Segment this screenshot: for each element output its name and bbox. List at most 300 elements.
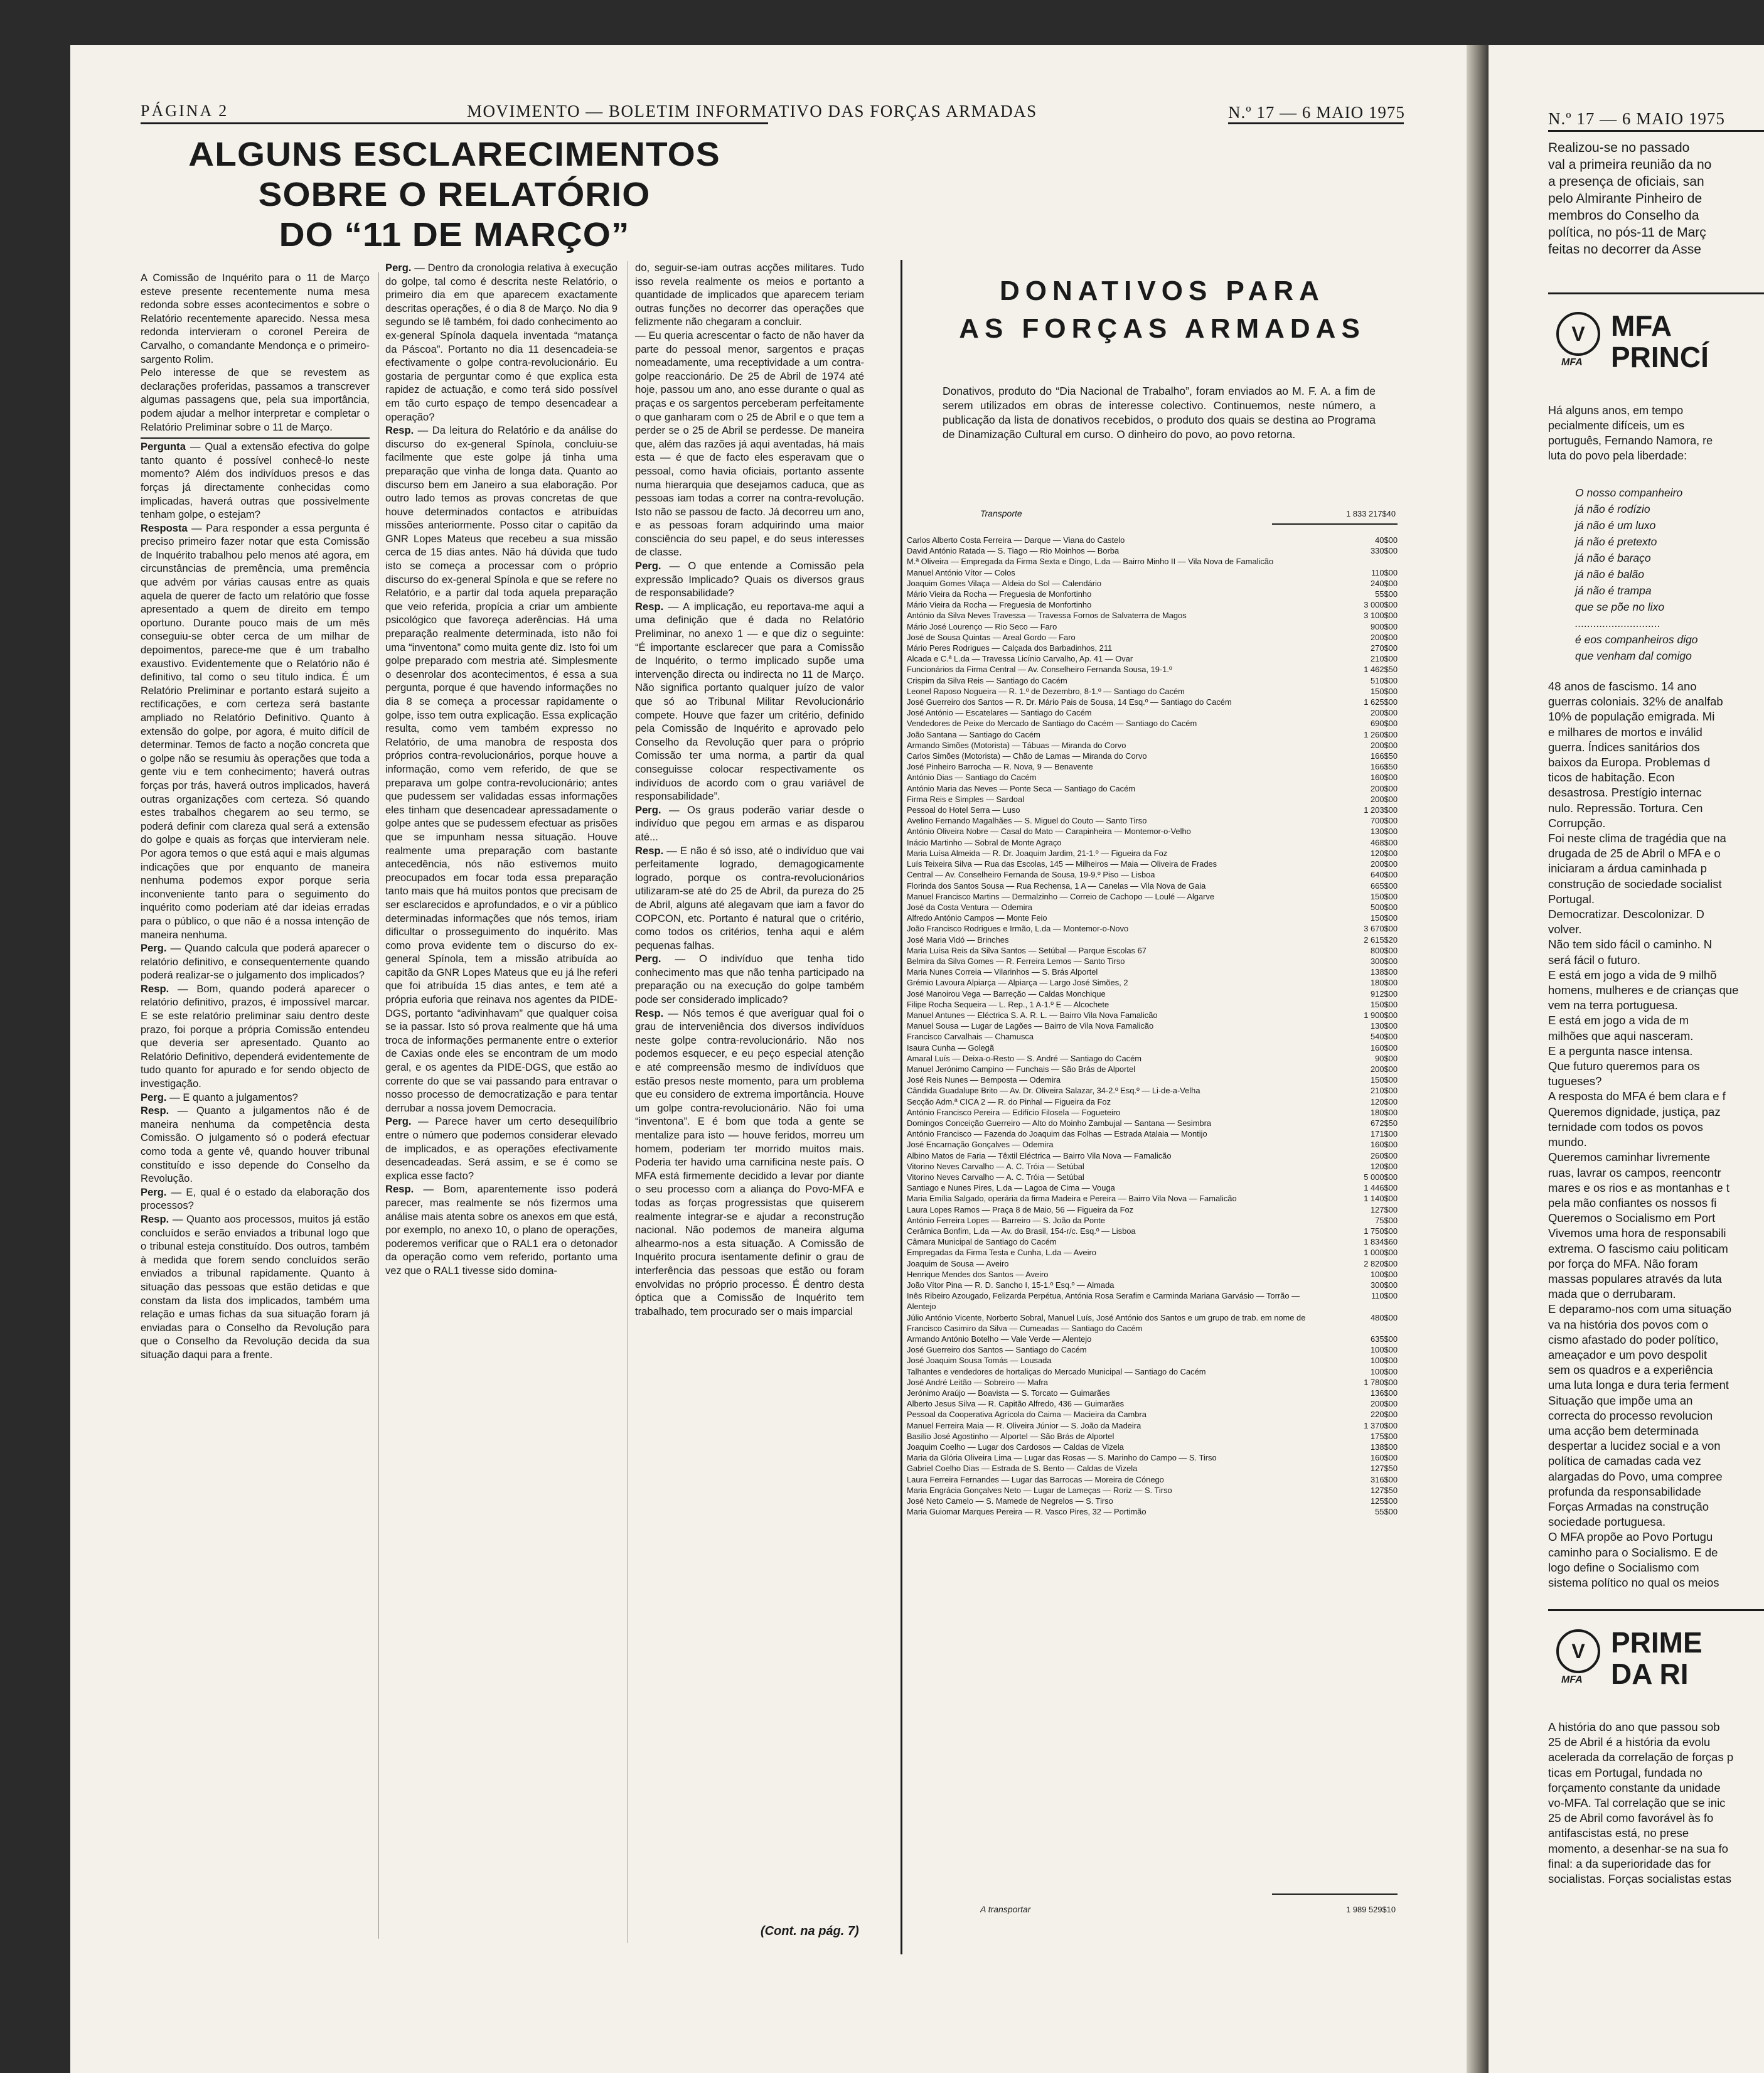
text-line: política, no pós-11 de Març xyxy=(1548,225,1706,240)
text-line: forçamento constante da unidade xyxy=(1548,1781,1721,1794)
right-newspaper-page xyxy=(1489,45,1764,2073)
donation-row xyxy=(907,751,1398,761)
header-rule-left xyxy=(141,122,768,124)
text-line: A resposta do MFA é bem clara e f xyxy=(1548,1090,1726,1103)
mfa-logo-caption: MFA xyxy=(1561,1674,1583,1685)
donation-row xyxy=(907,988,1398,999)
donation-row xyxy=(907,761,1398,772)
donation-row xyxy=(907,1139,1398,1150)
text-line: drugada de 25 de Abril o MFA e o xyxy=(1548,847,1721,860)
text-line: volver. xyxy=(1548,923,1582,936)
donation-amount: 55$00 xyxy=(1375,1507,1398,1517)
donation-row xyxy=(907,1409,1398,1420)
text-line: mares e os rios e as montanhas e t xyxy=(1548,1181,1729,1194)
donation-amount: 690$00 xyxy=(1370,719,1398,729)
qa-lead: Perg. xyxy=(141,1091,167,1103)
transport-rule xyxy=(1272,523,1398,525)
qa-text: — Parece haver um certo desequilíbrio entre o número que podemos considerar elevado de implicados, e as operações efectivamente desencadeadas. Será assim, e se é como se explica esse facto? xyxy=(385,1115,617,1182)
mfa-section-1 xyxy=(1556,312,1600,368)
text-line: vo-MFA. Tal correlação que se inic xyxy=(1548,1796,1726,1810)
qa-text: — A implicação, eu reportava-me aqui a uma definição que é dada no Relatório Preliminar, no anexo 1 — e que diz o seguinte: “É importante esclarecer que para a Comissão de Inquérito, o termo implicado supõe uma intervenção directa ou indirecta no 11 de Março. Não significa portanto qualquer juízo de valor que só ao Tribunal Militar Revolucionário compete. Houve que fazer um critério, definido pela Comissão de Inquérito e aprovado pelo Conselho da Revolução quer para o próprio Comissão ter uma norma, a partir da qual conseguisse colocar respectivamente os indivíduos de acordo com o grau variável de responsabilidade”. xyxy=(635,600,864,803)
qa-paragraph xyxy=(385,1115,617,1182)
donor-name: Joaquim Coelho — Lugar dos Cardosos — Caldas de Vizela xyxy=(907,1442,1124,1452)
transport-label: Transporte xyxy=(980,508,1022,518)
to-transport-amount: 1 989 529$10 xyxy=(1346,1905,1396,1914)
donor-name: José de Sousa Quintas — Areal Gordo — Faro xyxy=(907,632,1076,642)
donor-name: Santiago e Nunes Pires, L.da — Lagoa de Cima — Vouga xyxy=(907,1183,1115,1193)
qa-lead: Resp. xyxy=(635,1007,664,1019)
donor-name: António Oliveira Nobre — Casal do Mato — Carapinheira — Montemor-o-Velho xyxy=(907,827,1191,837)
qa-paragraph xyxy=(141,1213,370,1362)
qa-lead: Resp. xyxy=(141,982,169,995)
donor-name: Maria Luísa Reis da Silva Santos — Setúbal — Parque Escolas 67 xyxy=(907,945,1147,955)
donor-name: Laura Lopes Ramos — Praça 8 de Maio, 56 — Figueira da Foz xyxy=(907,1204,1134,1214)
donation-row xyxy=(907,805,1398,815)
article-column-2 xyxy=(385,261,617,1943)
qa-lead: Pergunta xyxy=(141,441,186,453)
donation-amount: 200$00 xyxy=(1370,859,1398,869)
donor-name: Manuel Jerónimo Campino — Funchais — São Brás de Alportel xyxy=(907,1064,1135,1074)
donation-row xyxy=(907,686,1398,697)
qa-text: — Os graus poderão variar desde o indivíduo que pegou em armas e as disparou até... xyxy=(635,803,864,843)
text-line: já não é trampa xyxy=(1575,584,1652,597)
donation-row xyxy=(907,599,1398,610)
donation-amount: 700$00 xyxy=(1370,816,1398,826)
donation-amount: 900$00 xyxy=(1370,621,1398,631)
qa-text: — Nós temos é que averiguar qual foi o grau de interveniência dos diversos indivíduos neste golpe contra-revolucionário. Não nos podemos esquecer, e eu peço especial atenção e até compreensão mesmo de indivíduos que estão presos neste momento, para um problema que eu considero de extrema importância. Houve um golpe contra-revolucionário. Não foi uma “inventona”. E é bom que toda a gente se mentalize para isto — houve feridos, morreu um homem, poderiam ter morrido muitos mais. Poderia ter havido uma carnificina neste país. O MFA está firmemente decidido a levar por diante o seu processo com a aliança do Povo-MFA e todas as forças progressistas que quiserem realmente integrar-se e ajudar a reconstrução nacional. Não podemos de maneira alguma alhearmo-nos a esta situação. A Comissão de Inquérito procura isentamente definir o grau de interferência das pessoas que estão ou foram envolvidas no próprio processo. É dentro desta óptica que a Comissão de Inquérito tem trabalhado, tem procurado ser o mais imparcial xyxy=(635,1007,864,1317)
qa-lead: Perg. xyxy=(385,1115,412,1128)
text-line: vem na terra portuguesa. xyxy=(1548,999,1678,1012)
mfa-title-line: PRINCÍ xyxy=(1611,341,1709,373)
donor-name: Isaura Cunha — Golegã xyxy=(907,1042,995,1053)
text-line: que se põe no lixo xyxy=(1575,601,1665,613)
donor-name: Manuel Ferreira Maia — R. Oliveira Júnior — S. João da Madeira xyxy=(907,1420,1141,1430)
donor-name: Laura Ferreira Fernandes — Lugar das Barrocas — Moreira de Cónego xyxy=(907,1474,1164,1484)
donation-row xyxy=(907,1010,1398,1020)
text-line: Situação que impõe uma an xyxy=(1548,1393,1693,1407)
text-line: uma acção bem determinada xyxy=(1548,1423,1699,1437)
donor-name: João Santana — Santiago do Cacém xyxy=(907,729,1040,739)
donation-amount: 672$50 xyxy=(1370,1118,1398,1128)
mfa-section-2-body xyxy=(1548,1720,1764,1887)
donation-amount: 40$00 xyxy=(1375,535,1398,545)
donation-row xyxy=(907,1053,1398,1064)
donation-row xyxy=(907,1355,1398,1366)
issue-date: N.º 17 — 6 MAIO 1975 xyxy=(1228,103,1405,122)
donation-row xyxy=(907,1247,1398,1258)
donation-amount: 1 203$00 xyxy=(1364,805,1398,815)
donation-row xyxy=(907,1334,1398,1344)
donation-amount: 160$00 xyxy=(1370,1042,1398,1053)
qa-block-col2 xyxy=(385,261,617,1278)
donation-row xyxy=(907,632,1398,643)
donation-amount: 160$00 xyxy=(1370,1453,1398,1463)
text-line: Queremos caminhar livremente xyxy=(1548,1150,1711,1164)
donation-amount: 120$00 xyxy=(1370,848,1398,858)
qa-lead: Resposta xyxy=(141,522,188,534)
article-column-3 xyxy=(635,261,864,1918)
donor-name: Manuel António Vítor — Colos xyxy=(907,567,1015,577)
donation-row xyxy=(907,589,1398,599)
donation-amount: 912$00 xyxy=(1370,988,1398,999)
donation-amount: 1 140$00 xyxy=(1364,1194,1398,1204)
donation-row xyxy=(907,1226,1398,1236)
text-line: Não tem sido fácil o caminho. N xyxy=(1548,938,1713,951)
text-line: já não é baraço xyxy=(1575,552,1651,564)
donation-row xyxy=(907,664,1398,675)
intro-paragraph: Pelo interesse de que se revestem as declarações proferidas, passamos a transcrever algumas passagens que, pela sua importância, podem ajudar a melhor interpretar e completar o Relatório Preliminar sobre o 11 de Março. xyxy=(141,367,370,433)
donation-row xyxy=(907,1215,1398,1226)
donation-amount: 1 446$00 xyxy=(1364,1183,1398,1193)
qa-paragraph xyxy=(635,803,864,844)
qa-lead: Perg. xyxy=(385,262,412,274)
text-line: já não é rodízio xyxy=(1575,503,1650,515)
donation-row xyxy=(907,881,1398,891)
donation-amount: 100$00 xyxy=(1370,1345,1398,1355)
donor-name: Crispim da Silva Reis — Santiago do Cacém xyxy=(907,675,1067,685)
donor-name: Alberto Jesus Silva — R. Capitão Alfredo, 436 — Guimarães xyxy=(907,1399,1125,1409)
donation-row xyxy=(907,869,1398,880)
donation-row xyxy=(907,837,1398,848)
text-line: já não é um luxo xyxy=(1575,519,1656,532)
text-line: Vivemos uma hora de responsabili xyxy=(1548,1226,1726,1240)
donation-row xyxy=(907,1344,1398,1355)
donor-name: José Manoirou Vega — Barreção — Caldas Monchique xyxy=(907,988,1106,999)
column-divider xyxy=(378,272,379,1939)
donor-name: José Guerreiro dos Santos — R. Dr. Mário Pais de Sousa, 14 Esq.º — Santiago do Cacém xyxy=(907,697,1232,707)
text-line: por força do MFA. Não foram xyxy=(1548,1256,1698,1270)
donation-row xyxy=(907,1172,1398,1182)
qa-lead: Perg. xyxy=(635,560,661,572)
donation-row xyxy=(907,1312,1398,1334)
donor-name: Alcada e C.ª L.da — Travessa Licínio Carvalho, Ap. 41 — Ovar xyxy=(907,654,1133,664)
donor-name: Maria Guiomar Marques Pereira — R. Vasco Pires, 32 — Portimão xyxy=(907,1507,1147,1517)
donation-amount: 127$50 xyxy=(1370,1485,1398,1495)
donation-amount: 100$00 xyxy=(1370,1356,1398,1366)
qa-text: — Da leitura do Relatório e da análise do discurso do ex-general Spínola, concluiu-se facilmente que este golpe já tinha uma preparação que vinha de longa data. Quanto ao discurso bem em Janeiro a sua elaboração. Por outro lado temos as provas concretas de que houve determinados contactos e atribuídas missões anteriormente. Posso citar o capitão da GNR Lopes Mateus que recebeu a sua missão cerca de 15 dias antes. Não há dúvida que tudo isto se começa a processar com o próprio discurso do ex-general Spínola e que se refere no Relatório, e a partir dal toda aquela preparação que veio referida, propícia a criar um ambiente psicológico que favoreça aderências. Há uma preparação realmente determinada, isto não foi uma “inventona” como muita gente diz. Isto foi um golpe preparado com mestria até. Simplesmente o desenrolar dos acontecimentos, é essa a sua pergunta, porque é que havendo informações no dia 8 se começa a processar rapidamente o golpe, isso tem outra explicação. Essa explicação resulta, como vem também expresso no Relatório, de uma manobra de resposta dos próprios contra-revolucionários, porque houve a informação, como vem referido, de que se preparava um golpe contra-revolucionário; antes que pudessem ser validadas essas informações eles tinham que desencadear apressadamente o golpe antes que se pudessem efectuar as prisões que se impunham nessa situação. Houve realmente uma preparação com bastante antecedência, nós não estivemos muito preocupados em focar toda essa preparação tanto mais que há muitos pontos que precisam de ser esclarecidos e aprofundados, e o vir a público determinadas informações que nós temos, iriam dificultar o prosseguimento do inquérito. Mas como prova evidente tem o discurso do ex-general Spínola, tem a missão atribuída ao capitão da GNR Lopes Mateus que eu já lhe referi que foi atribuída 15 dias antes, e tem até a própria euforia que reinava nos agentes da PIDE-DGS, portanto “adivinhavam” que qualquer coisa se ia passar. Isto só prova realmente que há uma troca de informações permanente entre o exterior de Caxias onde eles se encontram de um modo geral, e os agentes da PIDE-DGS, que estão ao corrente do que se vai passando para entravar o nosso processo de democratização e para tentar derrubar a nossa jovem Democracia. xyxy=(385,424,617,1114)
qa-text: — E não é só isso, até o indivíduo que vai perfeitamente logrado, demagogicamente logrado, porque os contra-revolucionários utilizaram-se até do 25 de Abril, da pureza do 25 de Abril, alguns até alegavam que iam a favor do COPCON, etc. Portanto é natural que o critério, como todos os critérios, tenha aqui e além pequenas falhas. xyxy=(635,844,864,951)
donation-amount: 220$00 xyxy=(1370,1410,1398,1420)
donation-amount: 90$00 xyxy=(1375,1053,1398,1063)
donation-row xyxy=(907,1269,1398,1280)
donation-amount xyxy=(1354,556,1398,567)
mfa-logo-icon: V xyxy=(1556,1629,1600,1673)
donation-amount: 635$00 xyxy=(1370,1334,1398,1344)
text-line: ternidade com todos os povos xyxy=(1548,1120,1703,1133)
donor-name: José Pinheiro Barrocha — R. Nova, 9 — Benavente xyxy=(907,762,1093,772)
text-line: mada que o derrubaram. xyxy=(1548,1287,1676,1301)
donation-amount: 127$50 xyxy=(1370,1464,1398,1474)
mfa-title-line: MFA xyxy=(1611,309,1672,342)
donor-name: Belmira da Silva Gomes — R. Ferreira Lemos — Santo Tirso xyxy=(907,956,1125,966)
donor-name: António Ferreira Lopes — Barreiro — S. João da Ponte xyxy=(907,1215,1105,1225)
donation-amount: 75$00 xyxy=(1375,1215,1398,1225)
donation-row xyxy=(907,1064,1398,1074)
donations-list xyxy=(907,535,1398,1890)
article-column-1 xyxy=(141,271,370,1941)
qa-paragraph xyxy=(635,600,864,803)
text-line: A história do ano que passou sob xyxy=(1548,1720,1720,1733)
text-line: Realizou-se no passado xyxy=(1548,141,1690,155)
donation-row xyxy=(907,1463,1398,1474)
text-line: ............................ xyxy=(1575,617,1661,629)
section-divider xyxy=(901,260,902,1954)
mfa-section-2-title xyxy=(1611,1627,1703,1690)
mfa-section-1-intro xyxy=(1548,403,1764,463)
donation-amount: 130$00 xyxy=(1370,827,1398,837)
mfa-title-line: PRIME xyxy=(1611,1626,1703,1659)
donation-row xyxy=(907,913,1398,923)
donation-row xyxy=(907,1398,1398,1409)
donation-amount: 160$00 xyxy=(1370,773,1398,783)
transport-amount: 1 833 217$40 xyxy=(1346,509,1396,518)
donation-row xyxy=(907,783,1398,794)
donation-amount: 1 834$60 xyxy=(1364,1237,1398,1247)
qa-paragraph xyxy=(141,941,370,982)
text-line: 25 de Abril é a história da evolu xyxy=(1548,1735,1711,1749)
text-line: ruas, lavrar os campos, reencontr xyxy=(1548,1165,1721,1179)
qa-paragraph xyxy=(141,1091,370,1105)
donor-name: Joaquim de Sousa — Aveiro xyxy=(907,1258,1009,1268)
donation-row xyxy=(907,848,1398,859)
to-transport-label: A transportar xyxy=(980,1904,1031,1914)
qa-block-col1 xyxy=(141,440,370,1361)
donation-row xyxy=(907,718,1398,729)
qa-lead: Perg. xyxy=(635,803,661,816)
donation-row xyxy=(907,1118,1398,1128)
donation-row xyxy=(907,1031,1398,1042)
text-line: homens, mulheres e de crianças que xyxy=(1548,983,1739,997)
text-line: baixos da Europa. Problemas d xyxy=(1548,756,1711,769)
donation-row xyxy=(907,697,1398,707)
donor-name: Joaquim Gomes Vilaça — Aldeia do Sol — Calendário xyxy=(907,578,1102,588)
donation-amount: 110$00 xyxy=(1371,1291,1398,1301)
donor-name: Henrique Mendes dos Santos — Aveiro xyxy=(907,1269,1049,1279)
donor-name: Funcionários da Firma Central — Av. Conselheiro Fernanda Sousa, 19-1.º xyxy=(907,665,1172,675)
qa-text: — Bom, quando poderá aparecer o relatório definitivo, prazos, é impossível marcar. E se este relatório preliminar saiu dentro deste prazo, foi porque a própria Comissão entendeu que deveria ser apresentado. Quanto ao Relatório Definitivo, dependerá evidentemente de tudo quanto for apurado e for sendo objecto de investigação. xyxy=(141,982,370,1090)
donation-row xyxy=(907,815,1398,826)
text-line: correcta do processo revolucion xyxy=(1548,1408,1713,1422)
donation-row xyxy=(907,1150,1398,1161)
qa-text: — Qual a extensão efectiva do golpe tanto quanto é possível conhecê-lo neste momento? Além dos indivíduos presos e das forças já directamente conhecidas como implicadas, haverá outras que possivelmente tenham golpe, o estejam? xyxy=(141,441,370,521)
donation-amount: 200$00 xyxy=(1370,1399,1398,1409)
donation-row xyxy=(907,967,1398,977)
donation-row xyxy=(907,1085,1398,1096)
text-line: massas populares através da luta xyxy=(1548,1272,1722,1285)
donor-name: João Francisco Rodrigues e Irmão, L.da — Montemor-o-Novo xyxy=(907,924,1129,934)
qa-lead: Perg. xyxy=(141,942,167,955)
transport-line xyxy=(980,508,1396,519)
text-line: acelerada da correlação de forças p xyxy=(1548,1750,1734,1764)
qa-paragraph xyxy=(635,559,864,600)
donation-row xyxy=(907,675,1398,686)
donation-row xyxy=(907,740,1398,751)
qa-text: — Quando calcula que poderá aparecer o relatório definitivo, e consequentemente quando poderá realizar-se o julgamento dos implicados? xyxy=(141,942,370,982)
text-line: E a pergunta nasce intensa. xyxy=(1548,1044,1693,1058)
qa-text: — Eu queria acrescentar o facto de não haver da parte do pessoal menor, sargentos e praças nomeadamente, uma receptividade a um contra-golpe reaccionário. De 25 de Abril de 1974 até hoje, passou um ano, ano esse durante o qual as praças e os sargentos perceberam perfeitamente o que ganharam com o 25 de Abril e o que tem a perder se o 25 de Abril se perdesse. De maneira que, além das razões já aqui aventadas, há mais esta — é que de facto eles esperavam que o pessoal, como havia oficiais, portanto assente numa hierarquia que desejamos caduca, que as pessoas iam todas a correr na contra-revolução. Isto não se passou de facto. Já decorreu um ano, e as pessoas foram adquirindo uma maior consciência do seu papel, e do seus interesses de classe. xyxy=(635,329,864,559)
donation-row xyxy=(907,826,1398,837)
qa-lead: Resp. xyxy=(385,424,414,437)
donation-amount: 200$00 xyxy=(1370,1064,1398,1074)
qa-paragraph xyxy=(141,522,370,941)
donation-amount: 166$50 xyxy=(1370,762,1398,772)
donor-name: António Maria das Neves — Ponte Seca — Santiago do Cacém xyxy=(907,783,1135,793)
donor-name: Vitorino Neves Carvalho — A. C. Tróia — Setúbal xyxy=(907,1172,1084,1182)
donation-row xyxy=(907,935,1398,945)
donor-name: Mário José Lourenço — Rio Seco — Faro xyxy=(907,621,1057,631)
intro-paragraph: A Comissão de Inquérito para o 11 de Março esteve presente recentemente numa mesa redonda sobre esses acontecimentos e sobre o Relatório recentemente aparecido. Nessa mesa redonda intervieram o coronel Pereira de Carvalho, o comandante Mendonça e o primeiro-sargento Rolim. xyxy=(141,272,370,365)
text-line: sem os quadros e a experiência xyxy=(1548,1363,1713,1377)
text-line: 10% de população emigrada. Mi xyxy=(1548,710,1715,724)
donation-row xyxy=(907,545,1398,556)
donor-name: Vendedores de Peixe do Mercado de Santiago do Cacém — Santiago do Cacém xyxy=(907,719,1197,729)
headline-line-3: DO “11 DE MARÇO” xyxy=(279,216,630,254)
donation-row xyxy=(907,891,1398,902)
text-line: socialistas. Forças socialistas estas xyxy=(1548,1872,1731,1886)
donation-row xyxy=(907,945,1398,956)
donation-row xyxy=(907,707,1398,718)
donor-name: António Francisco Pereira — Edifício Filosela — Fogueteiro xyxy=(907,1107,1121,1117)
donor-name: Pessoal da Cooperativa Agrícola do Caima — Macieira da Cambra xyxy=(907,1410,1147,1420)
donation-row xyxy=(907,556,1398,567)
donor-name: Central — Av. Conselheiro Fernanda de Sousa, 19-9.º Piso — Lisboa xyxy=(907,870,1155,880)
donation-row xyxy=(907,1020,1398,1031)
donation-row xyxy=(907,1258,1398,1269)
donor-name: Maria da Glória Oliveira Lima — Lugar das Rosas — S. Marinho do Campo — S. Tirso xyxy=(907,1453,1217,1463)
donation-row xyxy=(907,772,1398,783)
donor-name: Júlio António Vicente, Norberto Sobral, Manuel Luís, José António dos Santos e um grupo de trab. em nome de Francisco Casimiro da Silva — Cumeadas — Santiago do Cacém xyxy=(907,1312,1306,1333)
text-line: feitas no decorrer da Asse xyxy=(1548,242,1701,257)
donation-amount: 171$00 xyxy=(1370,1129,1398,1139)
continued-note: (Cont. na pág. 7) xyxy=(761,1924,859,1938)
qa-text: — Quanto aos processos, muitos já estão concluídos e serão enviados a tribunal logo que o tribunal esteja constituído. Dos outros, também à medida que forem sendo concluídos serão enviados a tribunal rapidamente. Quanto à situação das pessoas que estão detidas e que constam da lista dos implicados, também uma relação e umas fichas da sua situação foram já enviadas para o Conselho da Revolução para que o Conselho da Revolução decida da sua situação daqui para a frente. xyxy=(141,1213,370,1361)
donation-amount: 200$00 xyxy=(1370,708,1398,718)
text-line: val a primeira reunião da no xyxy=(1548,158,1712,172)
text-line: sociedade portuguesa. xyxy=(1548,1515,1666,1529)
text-line: momento, a desenhar-se na sua fo xyxy=(1548,1841,1728,1855)
donation-amount: 150$00 xyxy=(1370,913,1398,923)
donor-name: Amaral Luís — Deixa-o-Resto — S. André — Santiago do Cacém xyxy=(907,1053,1141,1063)
text-line: será fácil o futuro. xyxy=(1548,953,1641,967)
donor-name: António da Silva Neves Travessa — Travessa Fornos de Salvaterra de Magos xyxy=(907,611,1187,621)
qa-paragraph xyxy=(141,440,370,522)
donation-amount: 2 820$00 xyxy=(1364,1258,1398,1268)
qa-lead: Perg. xyxy=(635,953,661,965)
donor-name: David António Ratada — S. Tiago — Rio Moinhos — Borba xyxy=(907,546,1120,556)
mfa-section-2 xyxy=(1556,1629,1600,1686)
donation-row xyxy=(907,977,1398,988)
donor-name: Mário Vieira da Rocha — Freguesia de Monfortinho xyxy=(907,589,1092,599)
text-line: membros do Conselho da xyxy=(1548,208,1699,223)
donor-name: José André Leitão — Sobreiro — Mafra xyxy=(907,1377,1048,1387)
donor-name: Luís Teixeira Silva — Rua das Escolas, 145 — Milheiros — Maia — Oliveira de Frades xyxy=(907,859,1217,869)
donor-name: Jerónimo Araújo — Boavista — S. Torcato — Guimarães xyxy=(907,1388,1110,1398)
donor-name: Manuel Sousa — Lugar de Lagões — Bairro de Vila Nova Famalicão xyxy=(907,1021,1154,1031)
donation-amount: 1 000$00 xyxy=(1364,1248,1398,1258)
qa-paragraph xyxy=(385,1182,617,1277)
donation-amount: 136$00 xyxy=(1370,1388,1398,1398)
donation-row xyxy=(907,1452,1398,1463)
qa-paragraph xyxy=(385,424,617,1115)
donation-amount: 55$00 xyxy=(1375,589,1398,599)
donor-name: Manuel Francisco Martins — Dermalzinho — Correio de Cachopo — Loulé — Algarve xyxy=(907,891,1215,901)
qa-lead: Resp. xyxy=(385,1183,414,1196)
donor-name: Inês Ribeiro Azougado, Felizarda Perpétua, Antónia Rosa Serafim e Carminda Mariana Garvásio — Torrão — Alentejo xyxy=(907,1291,1300,1312)
text-line: ticos de habitação. Econ xyxy=(1548,771,1675,785)
text-line: ameaçador e um povo despolit xyxy=(1548,1347,1707,1361)
donation-amount: 468$00 xyxy=(1370,837,1398,847)
donor-name: Grémio Lavoura Alpiarça — Alpiarça — Largo José Simões, 2 xyxy=(907,978,1128,988)
text-line: iniciaram a árdua caminhada p xyxy=(1548,862,1707,876)
to-transport-line xyxy=(980,1904,1396,1915)
donation-row xyxy=(907,1182,1398,1193)
donation-amount: 150$00 xyxy=(1370,999,1398,1009)
donation-amount: 3 670$00 xyxy=(1364,924,1398,934)
donor-name: Armando António Botelho — Vale Verde — Alentejo xyxy=(907,1334,1092,1344)
qa-paragraph xyxy=(141,1186,370,1213)
right-section-rule xyxy=(1548,292,1764,294)
text-line: E está em jogo a vida de m xyxy=(1548,1014,1689,1027)
donor-name: Manuel Antunes — Eléctrica S. A. R. L. — Bairro Vila Nova Famalicão xyxy=(907,1010,1158,1020)
text-line: tugueses? xyxy=(1548,1074,1602,1088)
donor-name: Carlos Alberto Costa Ferreira — Darque — Viana do Castelo xyxy=(907,535,1125,545)
donation-amount: 270$00 xyxy=(1370,643,1398,653)
qa-text: — Bom, aparentemente isso poderá parecer, mas realmente se nós fizermos uma análise mais atenta sobre os anexos em que está, por exemplo, no anexo 10, o plano de operações, poderemos verificar que o RAL1 era o detonador da operação como vem referido, portanto uma vez que o RAL1 tivesse sido domina- xyxy=(385,1183,617,1277)
donations-title xyxy=(911,272,1413,348)
donor-name: António Francisco — Fazenda do Joaquim das Folhas — Estrada Atalaia — Montijo xyxy=(907,1129,1207,1139)
issue-date-right: N.º 17 — 6 MAIO 1975 xyxy=(1548,109,1725,128)
donation-amount: 200$00 xyxy=(1370,783,1398,793)
text-line: Forças Armadas na construção xyxy=(1548,1499,1709,1513)
header-rule-right xyxy=(1228,122,1404,124)
donation-row xyxy=(907,1388,1398,1398)
donation-amount: 200$00 xyxy=(1370,794,1398,804)
donor-name: José Joaquim Sousa Tomás — Lousada xyxy=(907,1356,1052,1366)
donation-row xyxy=(907,653,1398,664)
text-line: final: a da superioridade das for xyxy=(1548,1856,1711,1870)
text-line: luta do povo pela liberdade: xyxy=(1548,449,1687,462)
donation-amount: 166$50 xyxy=(1370,751,1398,761)
text-line: nulo. Repressão. Tortura. Cen xyxy=(1548,801,1703,815)
donation-row xyxy=(907,1506,1398,1517)
publication-title: MOVIMENTO — BOLETIM INFORMATIVO DAS FORÇAS ARMADAS xyxy=(467,102,1037,121)
donor-name: Câmara Municipal de Santiago do Cacém xyxy=(907,1237,1057,1247)
donation-amount: 2 615$20 xyxy=(1364,935,1398,945)
donation-row xyxy=(907,956,1398,967)
qa-paragraph xyxy=(141,1104,370,1186)
donation-amount: 480$00 xyxy=(1370,1312,1398,1322)
donation-amount: 200$00 xyxy=(1370,740,1398,750)
mfa-title-line: DA RI xyxy=(1611,1658,1689,1690)
donation-row xyxy=(907,999,1398,1010)
text-line: logo define o Socialismo com xyxy=(1548,1560,1699,1574)
text-line: O nosso companheiro xyxy=(1575,486,1683,499)
donation-amount: 300$00 xyxy=(1370,1280,1398,1290)
donor-name: José Reis Nunes — Bemposta — Odemira xyxy=(907,1075,1061,1085)
donation-amount: 130$00 xyxy=(1370,1021,1398,1031)
donation-amount: 1 780$00 xyxy=(1364,1377,1398,1387)
donor-name: Armando Simões (Motorista) — Tábuas — Miranda do Corvo xyxy=(907,740,1126,750)
text-line: cismo afastado do poder político, xyxy=(1548,1332,1719,1346)
donor-name: José Neto Camelo — S. Mamede de Negrelos — S. Tirso xyxy=(907,1496,1113,1506)
donation-row xyxy=(907,902,1398,913)
text-line: Queremos o Socialismo em Port xyxy=(1548,1211,1716,1225)
qa-text: do, seguir-se-iam outras acções militares. Tudo isso revela realmente os meios e portanto a quantidade de implicados que aparecem teriam outras funções no decorrer das operações que felizmente não chegaram a concluir. xyxy=(635,262,864,328)
donation-amount: 640$00 xyxy=(1370,870,1398,880)
qa-paragraph xyxy=(635,329,864,559)
donation-amount: 150$00 xyxy=(1370,1075,1398,1085)
qa-paragraph xyxy=(635,1007,864,1319)
